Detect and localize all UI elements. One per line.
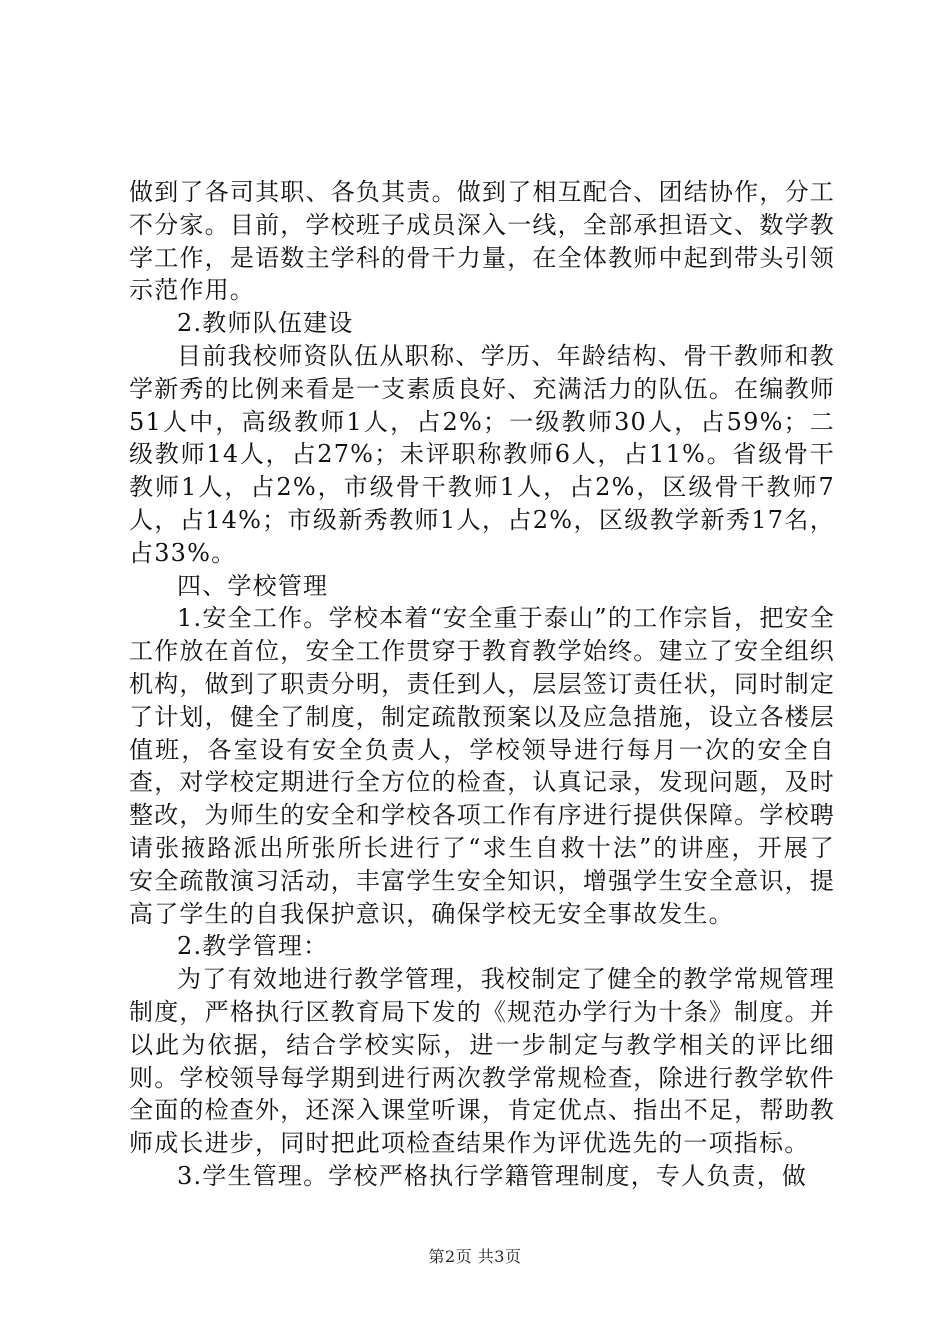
heading-school-management: 四、学校管理: [177, 571, 329, 600]
heading-teacher-team: 2.教师队伍建设: [177, 309, 354, 338]
paragraph-teaching-management: 为了有效地进行教学管理，我校制定了健全的教学常规管理制度，严格执行区教育局下发的《规范办学行为十条》制度。并以此为依据，结合学校实际，进一步制定与教学相关的评比细则。学校领导每学期到进行两次教学常规检查，除进行教学软件全面的检查外，还深入课堂听课，肯定优点、指出不足，帮助教师成长进步，同时把此项检查结果作为评优选先的一项指标。: [129, 965, 835, 1158]
page-footer: [0, 1244, 950, 1267]
document-body: [129, 176, 835, 1193]
paragraph-student-management: 3.学生管理。学校严格执行学籍管理制度，专人负责，做: [177, 1161, 808, 1190]
paragraph-teacher-stats: 目前我校师资队伍从职称、学历、年龄结构、骨干教师和教学新秀的比例来看是一支素质良好、充满活力的队伍。在编教师51人中，高级教师1人，占2%；一级教师30人，占59%；二级教师14人，占27%；未评职称教师6人，占11%。省级骨干教师1人，占2%，市级骨干教师1人，占2%，区级骨干教师7人，占14%；市级新秀教师1人，占2%，区级教学新秀17名，占33%。: [129, 341, 835, 567]
page-number-label: 第2页 共3页: [428, 1247, 522, 1266]
heading-teaching-management: 2.教学管理：: [177, 932, 329, 961]
paragraph-safety-work: 1.安全工作。学校本着“安全重于泰山”的工作宗旨，把安全工作放在首位，安全工作贯穿于教育教学始终。建立了安全组织机构，做到了职责分明，责任到人，层层签订责任状，同时制定了计划，健全了制度，制定疏散预案以及应急措施，设立各楼层值班，各室设有安全负责人，学校领导进行每月一次的安全自查，对学校定期进行全方位的检查，认真记录，发现问题，及时整改，为师生的安全和学校各项工作有序进行提供保障。学校聘请张掖路派出所张所长进行了“求生自救十法”的讲座，开展了安全疏散演习活动，丰富学生安全知识，增强学生安全意识，提高了学生的自我保护意识，确保学校无安全事故发生。: [129, 604, 835, 928]
paragraph-continuation: 做到了各司其职、各负其责。做到了相互配合、团结协作，分工不分家。目前，学校班子成员深入一线，全部承担语文、数学教学工作，是语数主学科的骨干力量，在全体教师中起到带头引领示范作用。: [129, 178, 835, 305]
